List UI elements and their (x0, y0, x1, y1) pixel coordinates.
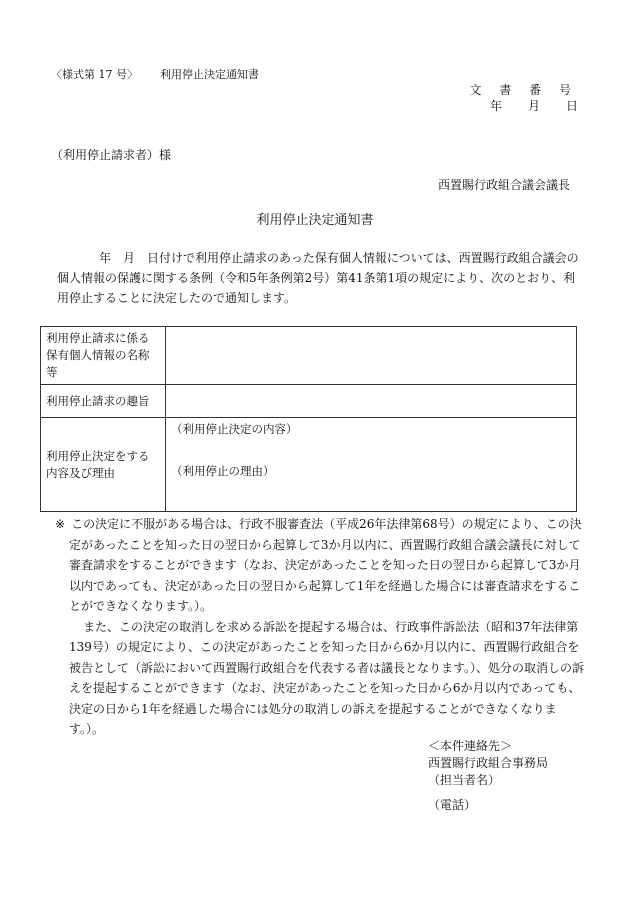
appeal-notes (55, 514, 585, 740)
row3-decision-content-label: （利用停止決定の内容） (171, 422, 298, 436)
row2-value (166, 385, 577, 418)
contact-person: （担当者名） (428, 773, 501, 787)
date-day: 日 (565, 99, 578, 113)
form-header (51, 66, 259, 82)
row1-value (166, 327, 577, 385)
contact-heading: ＜本件連絡先＞ (428, 739, 513, 753)
row3-label: 利用停止決定をする内容及び理由 (41, 418, 166, 512)
table-row (41, 327, 577, 385)
row1-label: 利用停止請求に係る保有個人情報の名称等 (41, 327, 166, 385)
addressee: （利用停止請求者）様 (51, 148, 172, 162)
document-number-label: 文 書 番 号 (469, 83, 578, 97)
body-paragraph: 年 月 日付けで利用停止請求のあった保有個人情報については、西置賜行政組合議会の個人情報の保護に関する条例（令和5年条例第2号）第41条第1項の規定により、次のとおり、利用停止することに決定したので通知します。 (57, 251, 579, 305)
sender: 西置賜行政組合議会議長 (437, 178, 570, 192)
date-month: 月 (527, 99, 540, 113)
table-row (41, 385, 577, 418)
row3-reason-label: （利用停止の理由） (171, 464, 275, 478)
form-number: 〈様式第 17 号〉 (51, 68, 138, 81)
note-mark: ※ (55, 517, 66, 531)
contact-office: 西置賜行政組合事務局 (428, 756, 549, 770)
row2-label: 利用停止請求の趣旨 (41, 385, 166, 418)
form-header-title: 利用停止決定通知書 (160, 68, 259, 81)
contact-block (428, 738, 548, 814)
appeal-note-1 (55, 514, 585, 617)
appeal-note-2: また、この決定の取消しを求める訴訟を提起する場合は、行政事件訴訟法（昭和37年法律第139号）の規定により、この決定があったことを知った日から6か月以内に、西置賜行政組合を被告として（訴訟において西置賜行政組合を代表する者は議長となります。）、処分の取消しの訴えを提起することができます（なお、決定があったことを知った日から6か月以内であっても、決定の日から1年を経過した場合には処分の取消しの訴えを提起することができなくなります。）。 (69, 619, 585, 736)
table-row (41, 418, 577, 512)
date-line (490, 97, 578, 114)
contact-phone: （電話） (428, 798, 477, 812)
date-year: 年 (489, 99, 502, 113)
decision-table (40, 326, 577, 512)
appeal-note-1-text: この決定に不服がある場合は、行政不服審査法（平成26年法律第68号）の規定により、この決定があったことを知った日の翌日から起算して3か月以内に、西置賜行政組合議会議長に対して審査請求をすることができます（なお、決定があったことを知った日の翌日から起算して3か月以内であっても、決定があった日の翌日から起算して1年を経過した場合には審査請求をすることができなくなります。）。 (69, 517, 582, 613)
document-title: 利用停止決定通知書 (256, 213, 374, 228)
row3-value (166, 418, 577, 512)
